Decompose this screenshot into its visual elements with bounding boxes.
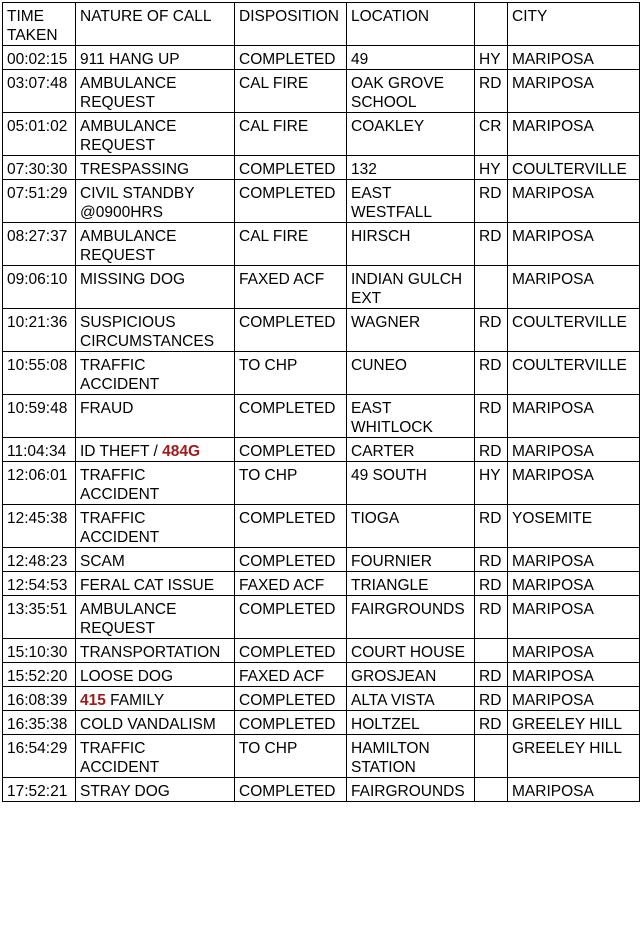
location-cell bbox=[347, 687, 475, 711]
location-cell bbox=[347, 711, 475, 735]
header-nature-of-call: NATURE OF CALL bbox=[76, 3, 235, 46]
road-suffix-cell: CR bbox=[475, 113, 508, 156]
header-row bbox=[3, 3, 640, 46]
nature-line: 911 HANG UP bbox=[80, 51, 180, 68]
header-disposition: DISPOSITION bbox=[235, 3, 347, 46]
time-taken-cell: 10:55:08 bbox=[3, 352, 76, 395]
road-suffix-cell: RD bbox=[475, 505, 508, 548]
table-row bbox=[3, 639, 640, 663]
road-suffix-cell: RD bbox=[475, 687, 508, 711]
location-cell bbox=[347, 505, 475, 548]
location-cell bbox=[347, 70, 475, 113]
disposition-cell: COMPLETED bbox=[235, 639, 347, 663]
nature-line: ACCIDENT bbox=[80, 529, 160, 546]
nature-line: FRAUD bbox=[80, 400, 134, 417]
nature-line: ACCIDENT bbox=[80, 759, 160, 776]
table-row bbox=[3, 156, 640, 180]
nature-line: COLD VANDALISM bbox=[80, 716, 216, 733]
nature-line: SUSPICIOUS bbox=[80, 314, 176, 331]
nature-line: TRAFFIC bbox=[80, 357, 146, 374]
location-cell bbox=[347, 266, 475, 309]
location-cell bbox=[347, 735, 475, 778]
city-cell: YOSEMITE bbox=[508, 505, 640, 548]
nature-of-call-cell bbox=[76, 438, 235, 462]
location-line: WAGNER bbox=[351, 314, 421, 331]
nature-line: TRAFFIC bbox=[80, 510, 146, 527]
location-line: EAST bbox=[351, 185, 392, 202]
location-cell bbox=[347, 223, 475, 266]
location-cell bbox=[347, 438, 475, 462]
road-suffix-cell: RD bbox=[475, 572, 508, 596]
nature-of-call-cell bbox=[76, 596, 235, 639]
city-cell: MARIPOSA bbox=[508, 572, 640, 596]
location-line: CUNEO bbox=[351, 357, 407, 374]
disposition-cell: COMPLETED bbox=[235, 156, 347, 180]
city-cell: MARIPOSA bbox=[508, 663, 640, 687]
city-cell: MARIPOSA bbox=[508, 395, 640, 438]
time-taken-cell: 16:54:29 bbox=[3, 735, 76, 778]
nature-of-call-cell bbox=[76, 572, 235, 596]
table-row bbox=[3, 663, 640, 687]
city-cell: MARIPOSA bbox=[508, 687, 640, 711]
city-cell: MARIPOSA bbox=[508, 639, 640, 663]
table-row bbox=[3, 438, 640, 462]
location-cell bbox=[347, 352, 475, 395]
time-taken-cell: 12:48:23 bbox=[3, 548, 76, 572]
disposition-cell: COMPLETED bbox=[235, 548, 347, 572]
location-line: ALTA VISTA bbox=[351, 692, 435, 709]
table-row bbox=[3, 180, 640, 223]
nature-line: REQUEST bbox=[80, 247, 155, 264]
road-suffix-cell bbox=[475, 778, 508, 802]
header-city: CITY bbox=[508, 3, 640, 46]
location-line: 49 SOUTH bbox=[351, 467, 427, 484]
city-cell: GREELEY HILL bbox=[508, 735, 640, 778]
disposition-cell: FAXED ACF bbox=[235, 266, 347, 309]
table-row bbox=[3, 70, 640, 113]
location-cell bbox=[347, 309, 475, 352]
city-cell: MARIPOSA bbox=[508, 266, 640, 309]
location-cell bbox=[347, 395, 475, 438]
location-cell bbox=[347, 156, 475, 180]
nature-of-call-cell bbox=[76, 778, 235, 802]
nature-line: TRAFFIC bbox=[80, 467, 146, 484]
location-cell bbox=[347, 572, 475, 596]
table-row bbox=[3, 735, 640, 778]
table-row bbox=[3, 46, 640, 70]
location-line: COURT HOUSE bbox=[351, 644, 465, 661]
table-row bbox=[3, 309, 640, 352]
header-suffix bbox=[475, 3, 508, 46]
header-location: LOCATION bbox=[347, 3, 475, 46]
nature-line: FERAL CAT ISSUE bbox=[80, 577, 215, 594]
location-line: HAMILTON bbox=[351, 740, 430, 757]
location-cell bbox=[347, 778, 475, 802]
table-row bbox=[3, 395, 640, 438]
city-cell: MARIPOSA bbox=[508, 462, 640, 505]
location-line: 132 bbox=[351, 161, 377, 178]
nature-line: REQUEST bbox=[80, 620, 155, 637]
header-time-line1: TIME bbox=[7, 8, 45, 25]
call-log-body bbox=[3, 46, 640, 802]
location-cell bbox=[347, 639, 475, 663]
nature-line: TRANSPORTATION bbox=[80, 644, 221, 661]
location-line: EXT bbox=[351, 290, 382, 307]
time-taken-cell: 12:06:01 bbox=[3, 462, 76, 505]
time-taken-cell: 10:59:48 bbox=[3, 395, 76, 438]
road-suffix-cell: RD bbox=[475, 309, 508, 352]
city-cell: GREELEY HILL bbox=[508, 711, 640, 735]
table-row bbox=[3, 778, 640, 802]
disposition-cell: CAL FIRE bbox=[235, 113, 347, 156]
road-suffix-cell bbox=[475, 735, 508, 778]
nature-line: TRESPASSING bbox=[80, 161, 190, 178]
disposition-cell: COMPLETED bbox=[235, 505, 347, 548]
time-taken-cell: 07:30:30 bbox=[3, 156, 76, 180]
road-suffix-cell: RD bbox=[475, 70, 508, 113]
nature-line: SCAM bbox=[80, 553, 125, 570]
nature-of-call-cell bbox=[76, 505, 235, 548]
table-row bbox=[3, 462, 640, 505]
nature-line: ACCIDENT bbox=[80, 486, 160, 503]
time-taken-cell: 16:35:38 bbox=[3, 711, 76, 735]
city-cell: MARIPOSA bbox=[508, 778, 640, 802]
table-row bbox=[3, 687, 640, 711]
city-cell: MARIPOSA bbox=[508, 438, 640, 462]
time-taken-cell: 16:08:39 bbox=[3, 687, 76, 711]
table-row bbox=[3, 505, 640, 548]
nature-of-call-cell bbox=[76, 687, 235, 711]
nature-line: MISSING DOG bbox=[80, 271, 186, 288]
location-line: EAST bbox=[351, 400, 392, 417]
road-suffix-cell: RD bbox=[475, 663, 508, 687]
location-line: FOURNIER bbox=[351, 553, 432, 570]
location-line: STATION bbox=[351, 759, 416, 776]
nature-of-call-cell bbox=[76, 113, 235, 156]
nature-of-call-cell bbox=[76, 663, 235, 687]
location-line: COAKLEY bbox=[351, 118, 425, 135]
time-taken-cell: 15:52:20 bbox=[3, 663, 76, 687]
disposition-cell: COMPLETED bbox=[235, 309, 347, 352]
road-suffix-cell: HY bbox=[475, 462, 508, 505]
time-taken-cell: 12:54:53 bbox=[3, 572, 76, 596]
time-taken-cell: 17:52:21 bbox=[3, 778, 76, 802]
road-suffix-cell: RD bbox=[475, 548, 508, 572]
disposition-cell: COMPLETED bbox=[235, 46, 347, 70]
disposition-cell: TO CHP bbox=[235, 462, 347, 505]
road-suffix-cell bbox=[475, 266, 508, 309]
location-line: FAIRGROUNDS bbox=[351, 601, 465, 618]
time-taken-cell: 07:51:29 bbox=[3, 180, 76, 223]
disposition-cell: COMPLETED bbox=[235, 687, 347, 711]
table-row bbox=[3, 572, 640, 596]
nature-of-call-cell bbox=[76, 639, 235, 663]
penal-code-highlight: 415 bbox=[80, 692, 106, 709]
nature-line: TRAFFIC bbox=[80, 740, 146, 757]
nature-line: REQUEST bbox=[80, 137, 155, 154]
city-cell: MARIPOSA bbox=[508, 180, 640, 223]
call-log-table bbox=[2, 2, 640, 802]
road-suffix-cell: RD bbox=[475, 596, 508, 639]
time-taken-cell: 05:01:02 bbox=[3, 113, 76, 156]
time-taken-cell: 09:06:10 bbox=[3, 266, 76, 309]
city-cell: MARIPOSA bbox=[508, 70, 640, 113]
table-row bbox=[3, 548, 640, 572]
city-cell: MARIPOSA bbox=[508, 223, 640, 266]
disposition-cell: COMPLETED bbox=[235, 711, 347, 735]
location-line: INDIAN GULCH bbox=[351, 271, 463, 288]
location-line: SCHOOL bbox=[351, 94, 417, 111]
city-cell: COULTERVILLE bbox=[508, 309, 640, 352]
location-line: CARTER bbox=[351, 443, 415, 460]
nature-of-call-cell bbox=[76, 70, 235, 113]
time-taken-cell: 10:21:36 bbox=[3, 309, 76, 352]
nature-line: @0900HRS bbox=[80, 204, 163, 221]
table-row bbox=[3, 113, 640, 156]
location-cell bbox=[347, 462, 475, 505]
nature-of-call-cell bbox=[76, 548, 235, 572]
time-taken-cell: 00:02:15 bbox=[3, 46, 76, 70]
table-row bbox=[3, 223, 640, 266]
time-taken-cell: 08:27:37 bbox=[3, 223, 76, 266]
nature-of-call-cell bbox=[76, 46, 235, 70]
nature-line: CIVIL STANDBY bbox=[80, 185, 195, 202]
location-line: FAIRGROUNDS bbox=[351, 783, 465, 800]
table-row bbox=[3, 711, 640, 735]
city-cell: COULTERVILLE bbox=[508, 352, 640, 395]
road-suffix-cell: RD bbox=[475, 352, 508, 395]
disposition-cell: TO CHP bbox=[235, 735, 347, 778]
nature-text: FAMILY bbox=[105, 692, 165, 709]
nature-of-call-cell bbox=[76, 735, 235, 778]
location-line: HIRSCH bbox=[351, 228, 411, 245]
disposition-cell: FAXED ACF bbox=[235, 572, 347, 596]
disposition-cell: CAL FIRE bbox=[235, 223, 347, 266]
nature-of-call-cell bbox=[76, 156, 235, 180]
road-suffix-cell: HY bbox=[475, 156, 508, 180]
disposition-cell: COMPLETED bbox=[235, 596, 347, 639]
nature-of-call-cell bbox=[76, 223, 235, 266]
nature-of-call-cell bbox=[76, 352, 235, 395]
road-suffix-cell: RD bbox=[475, 711, 508, 735]
location-line: WHITLOCK bbox=[351, 419, 433, 436]
nature-line: LOOSE DOG bbox=[80, 668, 174, 685]
nature-line: AMBULANCE bbox=[80, 118, 177, 135]
road-suffix-cell: HY bbox=[475, 46, 508, 70]
location-cell bbox=[347, 663, 475, 687]
location-line: TIOGA bbox=[351, 510, 400, 527]
road-suffix-cell bbox=[475, 639, 508, 663]
penal-code-highlight: 484G bbox=[162, 443, 201, 460]
nature-line: REQUEST bbox=[80, 94, 155, 111]
location-cell bbox=[347, 548, 475, 572]
location-cell bbox=[347, 180, 475, 223]
disposition-cell: TO CHP bbox=[235, 352, 347, 395]
location-line: OAK GROVE bbox=[351, 75, 445, 92]
nature-line: ACCIDENT bbox=[80, 376, 160, 393]
road-suffix-cell: RD bbox=[475, 180, 508, 223]
disposition-cell: COMPLETED bbox=[235, 438, 347, 462]
location-cell bbox=[347, 113, 475, 156]
road-suffix-cell: RD bbox=[475, 223, 508, 266]
time-taken-cell: 03:07:48 bbox=[3, 70, 76, 113]
city-cell: MARIPOSA bbox=[508, 548, 640, 572]
time-taken-cell: 15:10:30 bbox=[3, 639, 76, 663]
nature-text: ID THEFT / bbox=[80, 443, 163, 460]
city-cell: MARIPOSA bbox=[508, 46, 640, 70]
header-time-line2: TAKEN bbox=[7, 27, 58, 44]
nature-line: AMBULANCE bbox=[80, 228, 177, 245]
location-line: 49 bbox=[351, 51, 369, 68]
road-suffix-cell: RD bbox=[475, 438, 508, 462]
city-cell: MARIPOSA bbox=[508, 596, 640, 639]
time-taken-cell: 11:04:34 bbox=[3, 438, 76, 462]
city-cell: MARIPOSA bbox=[508, 113, 640, 156]
nature-line: AMBULANCE bbox=[80, 601, 177, 618]
nature-of-call-cell bbox=[76, 462, 235, 505]
location-line: GROSJEAN bbox=[351, 668, 437, 685]
nature-line: CIRCUMSTANCES bbox=[80, 333, 215, 350]
road-suffix-cell: RD bbox=[475, 395, 508, 438]
location-line: HOLTZEL bbox=[351, 716, 420, 733]
disposition-cell: COMPLETED bbox=[235, 180, 347, 223]
disposition-cell: CAL FIRE bbox=[235, 70, 347, 113]
time-taken-cell: 13:35:51 bbox=[3, 596, 76, 639]
nature-line: AMBULANCE bbox=[80, 75, 177, 92]
nature-of-call-cell bbox=[76, 266, 235, 309]
time-taken-cell: 12:45:38 bbox=[3, 505, 76, 548]
disposition-cell: COMPLETED bbox=[235, 395, 347, 438]
location-line: TRIANGLE bbox=[351, 577, 429, 594]
location-cell bbox=[347, 46, 475, 70]
header-time-taken bbox=[3, 3, 76, 46]
location-cell bbox=[347, 596, 475, 639]
location-line: WESTFALL bbox=[351, 204, 432, 221]
disposition-cell: COMPLETED bbox=[235, 778, 347, 802]
city-cell: COULTERVILLE bbox=[508, 156, 640, 180]
nature-of-call-cell bbox=[76, 309, 235, 352]
table-row bbox=[3, 596, 640, 639]
disposition-cell: FAXED ACF bbox=[235, 663, 347, 687]
nature-line: STRAY DOG bbox=[80, 783, 170, 800]
table-row bbox=[3, 352, 640, 395]
table-row bbox=[3, 266, 640, 309]
nature-of-call-cell bbox=[76, 180, 235, 223]
nature-of-call-cell bbox=[76, 711, 235, 735]
nature-of-call-cell bbox=[76, 395, 235, 438]
